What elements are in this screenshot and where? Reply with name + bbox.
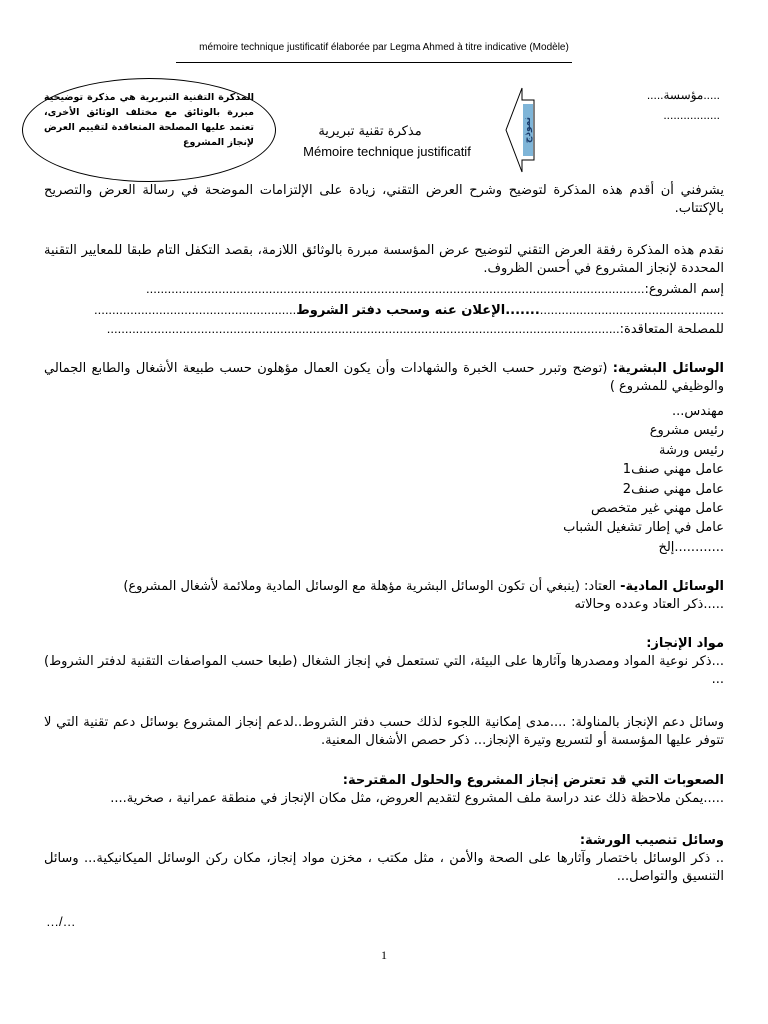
contracting-authority-dots: .............................................................................................................................................. (106, 321, 620, 336)
project-name-dots: .......................................................................................................................................... (146, 281, 645, 296)
human-means-text: (توضح وتبرر حسب الخبرة والشهادات وأن يكون العمال مؤهلون حسب طبيعة الأشغال والطابع الجمالي والوظيفي للمشروع ) (44, 361, 724, 394)
materials-title: مواد الإنجاز: (646, 636, 724, 651)
model-label: نموذج (523, 116, 533, 144)
institution-dots: ................. (663, 108, 720, 122)
site-setup-section (44, 832, 724, 886)
announcement-line (44, 302, 724, 320)
announcement-text: .......الإعلان عنه وسحب دفتر الشروط (296, 303, 540, 318)
human-means-section (44, 360, 724, 396)
staff-item: عامل مهني صنف2 (622, 481, 724, 497)
staff-item: رئيس ورشة (659, 442, 724, 458)
intro-paragraph-2: نقدم هذه المذكرة رفقة العرض التقني لتوضيح عرض المؤسسة مبررة بالوثائق اللازمة، بقصد التكفل التام طبقا للمعايير التقنية المحددة لإنجاز المشروع في أحسن الظروف. (44, 243, 724, 276)
model-arrow-shape (504, 86, 538, 174)
header-rule (176, 62, 572, 63)
announcement-dots-left: ........................................................ (93, 302, 297, 317)
staff-item: مهندس... (672, 404, 724, 419)
title-arabic: مذكرة تقنية تبريرية (318, 124, 422, 139)
staff-item: ............إلخ (658, 539, 724, 555)
staff-item: عامل في إطار تشغيل الشباب (563, 520, 724, 536)
staff-item: رئيس مشروع (649, 423, 724, 439)
materials-text: ...ذكر نوعية المواد ومصدرها وآثارها على البيئة، التي تستعمل في إنجاز الشغال (طبعا حسب المواصفات التقنية لدفتر الشروط) ... (44, 654, 724, 687)
site-setup-title: وسائل تنصيب الورشة: (579, 833, 724, 848)
definition-note: المذكرة التقنية التبريرية هي مذكرة توضيحية مبررة بالوثائق مع مختلف الوثائق الأخرى، تعتمد عليها المصلحة المتعاقدة لتقييم العرض لإنجاز المشروع (44, 92, 254, 148)
site-setup-text: .. ذكر الوسائل باختصار وآثارها على الصحة والأمن ، مثل مكتب ، مخزن مواد إنجاز، مكان ركن الوسائل الميكانيكية... وسائل التنسيق والتواصل... (44, 851, 724, 884)
difficulties-section (44, 772, 724, 808)
staff-item: عامل مهني صنف1 (622, 462, 724, 478)
staff-list (400, 402, 724, 557)
material-means-text: العتاد: (ينبغي أن تكون الوسائل البشرية مؤهلة مع الوسائل المادية وملائمة لأشغال المشروع) (123, 579, 621, 594)
human-means-title: الوسائل البشرية: (612, 361, 724, 376)
announcement-dots-right: ................................................... (539, 302, 724, 317)
page-number: 1 (381, 948, 387, 962)
institution-label: .....مؤسسة..... (646, 88, 720, 102)
title-french: Mémoire technique justificatif (303, 144, 471, 159)
difficulties-title: الصعوبات التي قد تعترض إنجاز المشروع والحلول المقترحة: (342, 773, 724, 788)
materials-section (44, 635, 724, 689)
contracting-authority-label: للمصلحة المتعاقدة: (619, 322, 724, 337)
material-means-equipment: .....ذكر العتاد وعدده وحالاته (574, 597, 724, 612)
difficulties-text: .....يمكن ملاحظة ذلك عند دراسة ملف المشروع لتقديم العروض، مثل مكان الإنجاز في منطقة عمرانية ، صخرية.... (110, 791, 724, 806)
contracting-authority-line (44, 321, 724, 339)
project-name-label: إسم المشروع: (644, 282, 724, 297)
material-means-title: الوسائل المادية- (620, 579, 724, 594)
continuation-mark: …/… (46, 914, 76, 929)
staff-item: عامل مهني غير متخصص (590, 501, 724, 517)
material-means-section (44, 578, 724, 614)
intro-paragraph-1: يشرفني أن أقدم هذه المذكرة لتوضيح وشرح العرض التقني، زيادة على الإلتزامات الموضحة في رسالة العرض والتصريح بالإكتتاب. (44, 183, 724, 216)
project-name-line (44, 281, 724, 299)
document-header: mémoire technique justificatif élaborée par Legma Ahmed à titre indicative (Modèle) (199, 42, 569, 53)
subcontracting-paragraph: وسائل دعم الإنجاز بالمناولة: ....مدى إمكانية اللجوء لذلك حسب دفتر الشروط..لدعم إنجاز المشروع بوسائل دعم تقنية التي لا تتوفر عليها المؤسسة أو لتسريع وتيرة الإنجاز... ذكر حصص الأشغال المعنية. (44, 715, 724, 748)
